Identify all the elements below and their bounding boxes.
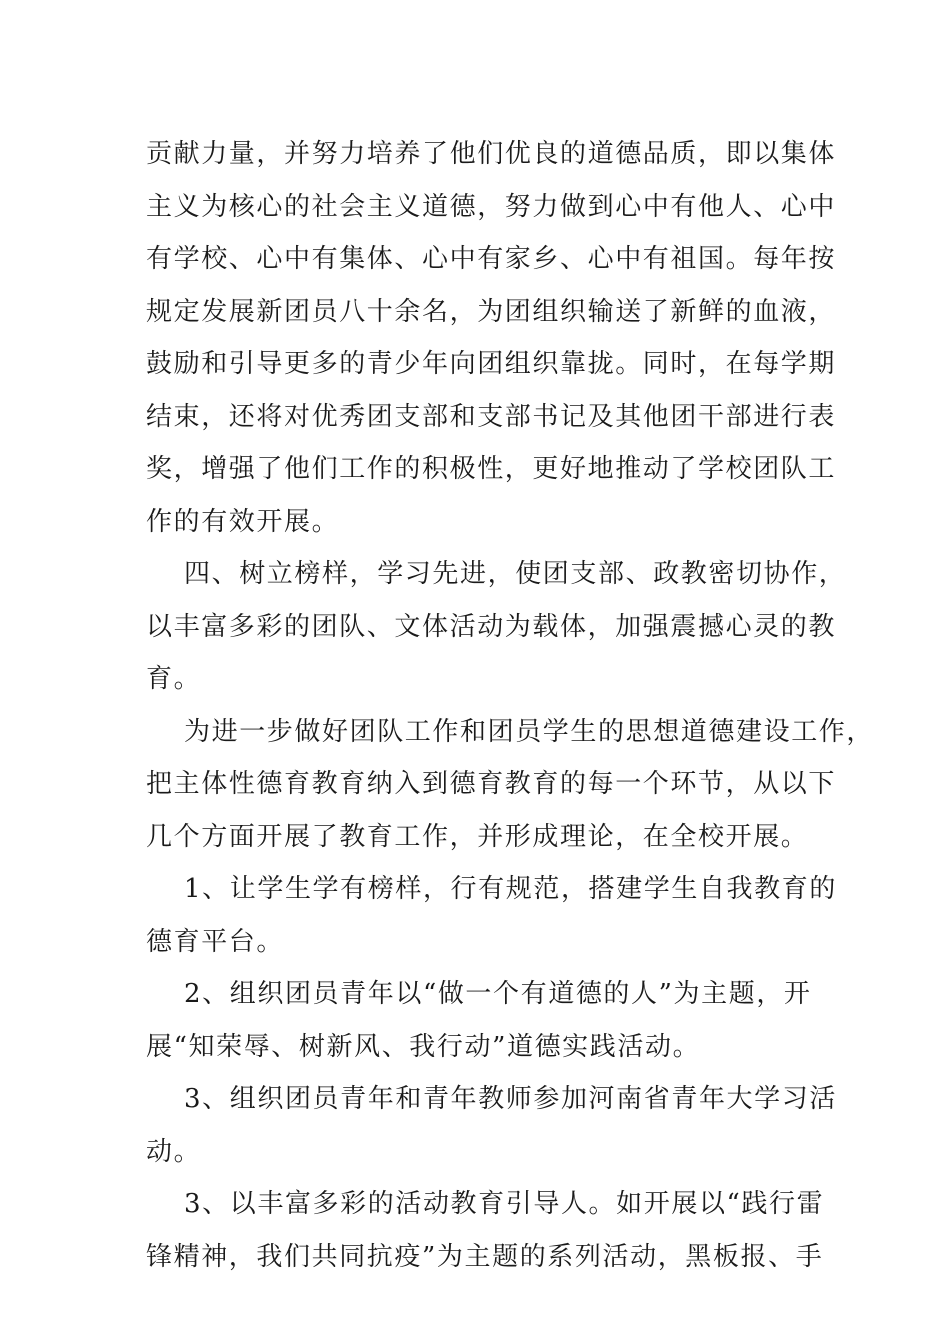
paragraph-start-line: 为进一步做好团队工作和团员学生的思想道德建设工作， [184, 716, 875, 747]
list-item-line: 3、以丰富多彩的活动教育引导人。如开展以“践行雷 [184, 1189, 825, 1219]
text-line: 锋精神，我们共同抗疫”为主题的系列活动，黑板报、手 [146, 1241, 824, 1272]
text-line: 德育平台。 [146, 926, 285, 957]
list-item-line: 1、让学生学有榜样，行有规范，搭建学生自我教育的 [184, 874, 837, 904]
text-line: 有学校、心中有集体、心中有家乡、心中有祖国。每年按 [146, 244, 837, 274]
text-line: 鼓励和引导更多的青少年向团组织靠拢。同时，在每学期 [146, 349, 837, 379]
text-line: 展“知荣辱、树新风、我行动”道德实践活动。 [146, 1031, 701, 1062]
text-line: 作的有效开展。 [146, 506, 340, 537]
section-heading-line: 四、树立榜样，学习先进，使团支部、政教密切协作， [184, 559, 847, 589]
text-line: 把主体性德育教育纳入到德育教育的每一个环节，从以下 [146, 769, 837, 799]
text-line: 动。 [146, 1136, 202, 1167]
text-line: 主义为核心的社会主义道德，努力做到心中有他人、心中 [146, 191, 837, 222]
text-line: 结束，还将对优秀团支部和支部书记及其他团干部进行表 [146, 401, 837, 432]
text-line: 育。 [146, 664, 202, 694]
list-item-line: 3、组织团员青年和青年教师参加河南省青年大学习活 [184, 1084, 837, 1114]
text-line: 几个方面开展了教育工作，并形成理论，在全校开展。 [146, 821, 809, 852]
text-line: 规定发展新团员八十余名，为团组织输送了新鲜的血液， [146, 296, 837, 327]
text-line: 贡献力量，并努力培养了他们优良的道德品质，即以集体 [146, 139, 837, 169]
text-line: 奖，增强了他们工作的积极性，更好地推动了学校团队工 [146, 454, 837, 484]
text-line: 以丰富多彩的团队、文体活动为载体，加强震撼心灵的教 [146, 611, 837, 642]
document-body [146, 128, 875, 1283]
list-item-line: 2、组织团员青年以“做一个有道德的人”为主题，开 [184, 979, 812, 1009]
